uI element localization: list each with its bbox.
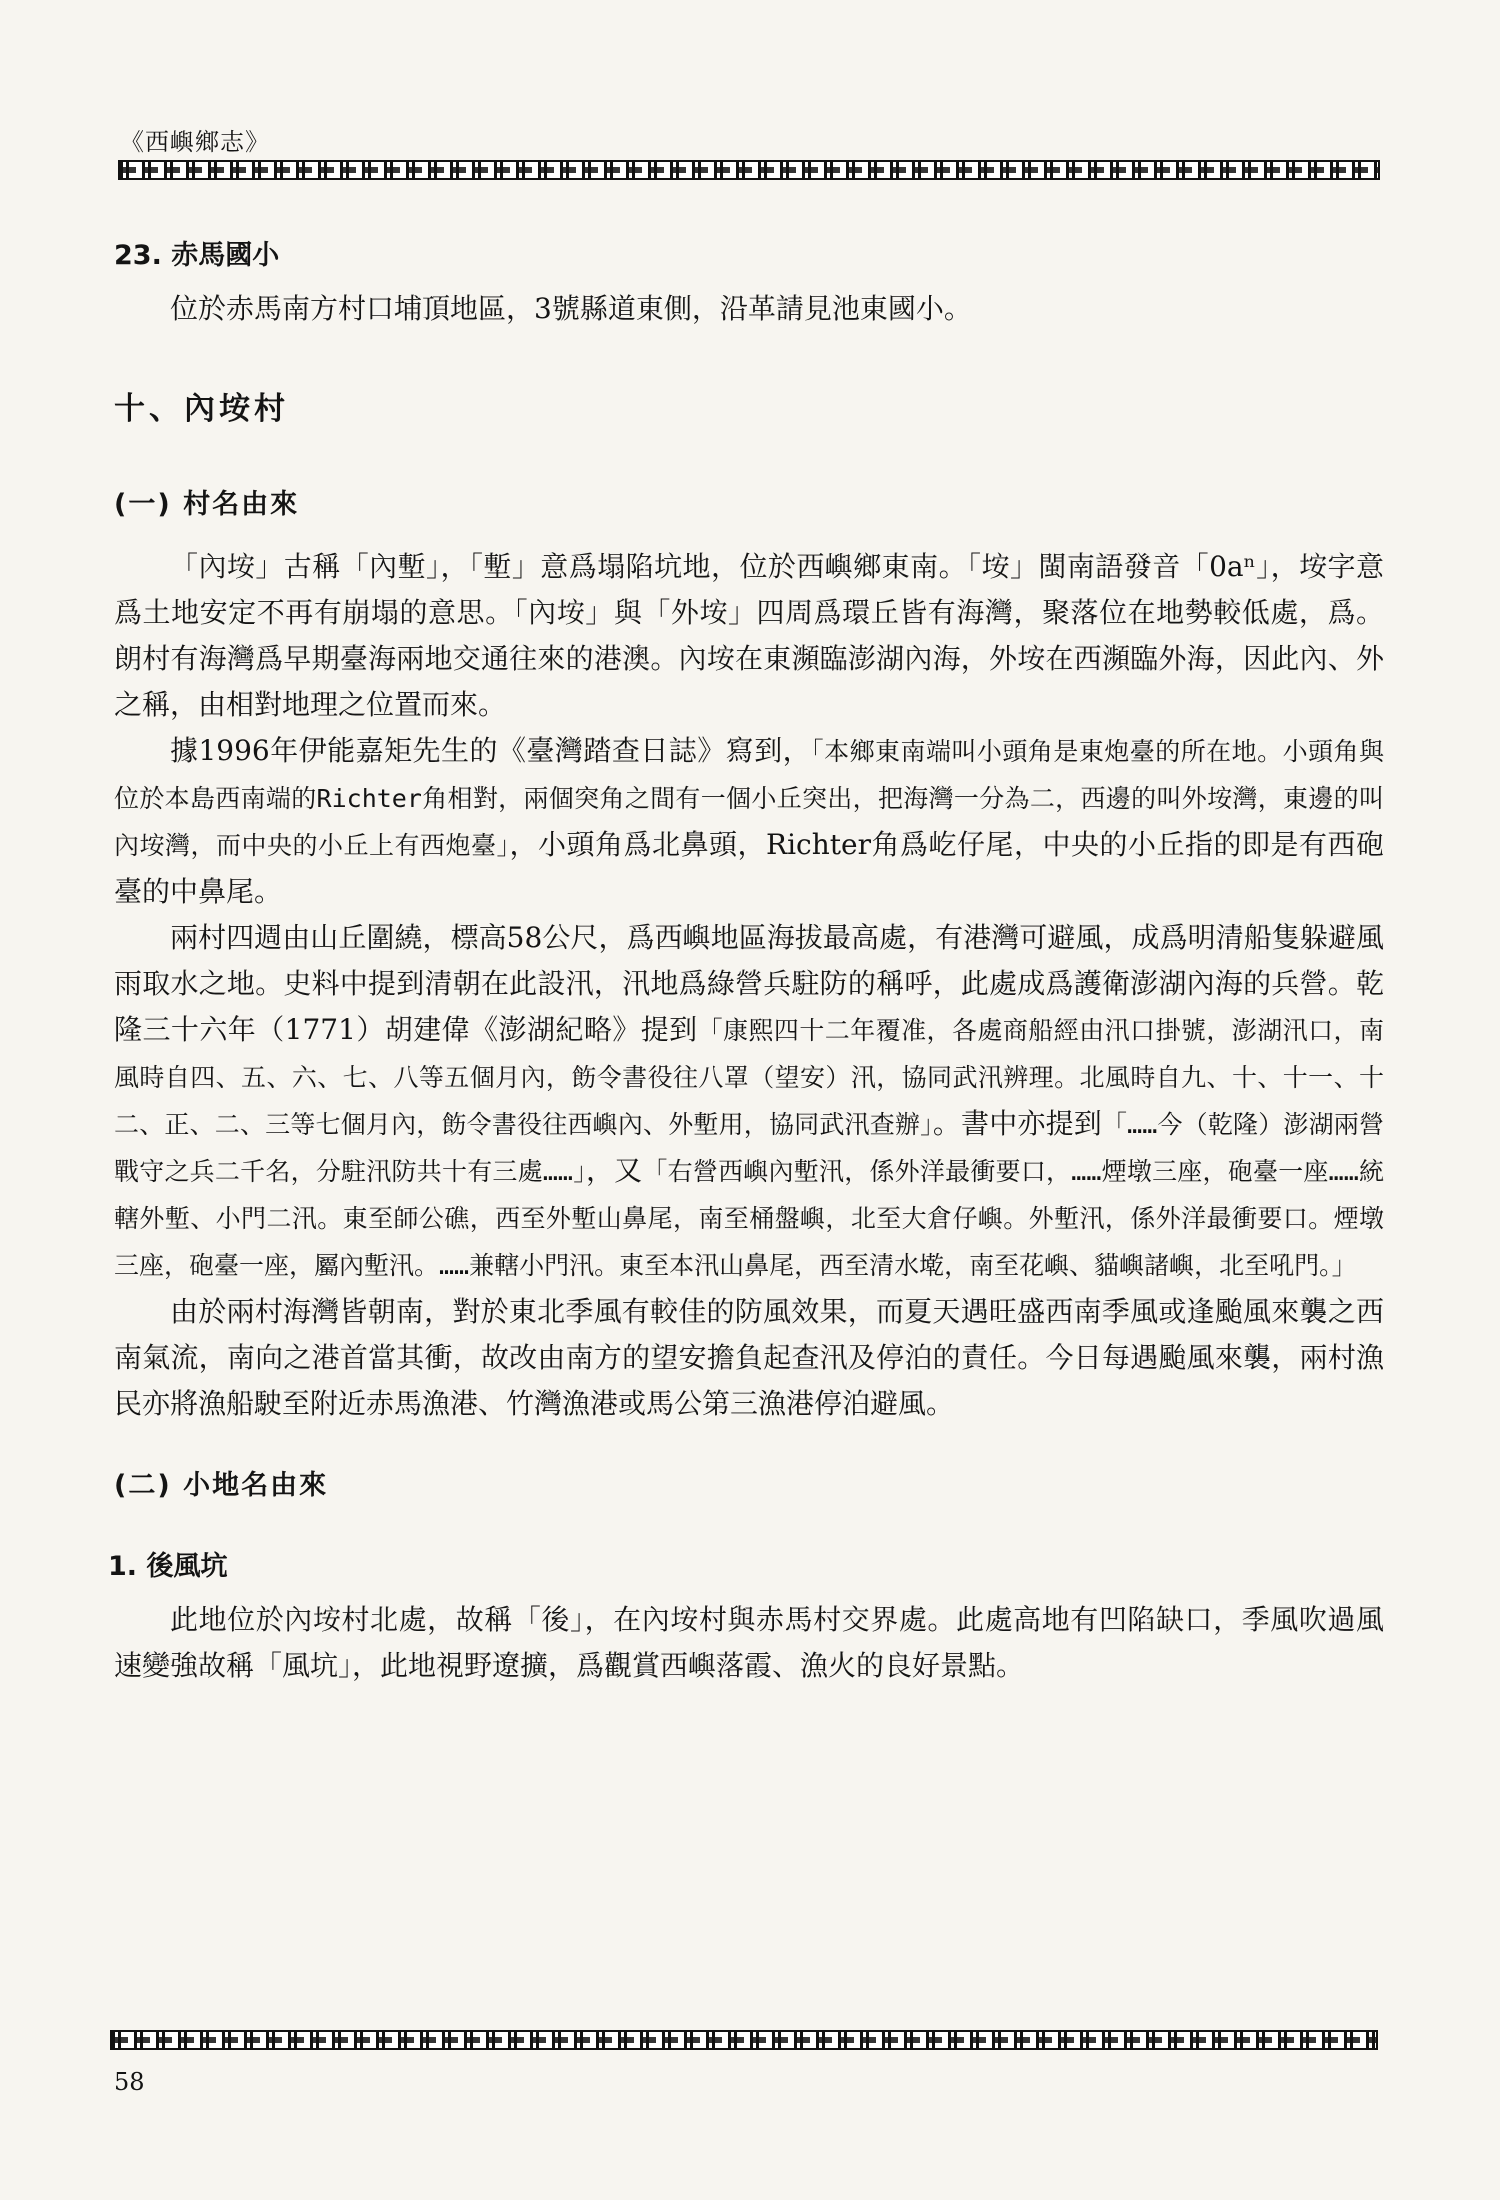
paragraph-3-quote-1: 「康熙四十二年覆准，各處商船經由汛口掛號，澎湖汛口，南風時自四、五、六、七、八等五個月內，飭令書役往八罩（望安）汛，協同武汛辨理。北風時自九、十、十一、十二、正、二、三等七個月內，飭令書役往西嶼內、外塹用，協同武汛查辦」	[114, 1016, 1384, 1139]
page-number: 58	[114, 2068, 145, 2096]
page-body	[108, 236, 1384, 1689]
paragraph-3-mid: 。書中亦提到	[932, 1107, 1102, 1140]
paragraph-3	[114, 915, 1384, 1289]
section-heading-small-names: (二) 小地名由來	[114, 1470, 329, 1501]
village-heading: 十、內垵村	[114, 391, 289, 427]
paragraph-2-tail: ，小頭角爲北鼻頭，Richter角爲屹仔尾，中央的小丘指的即是有西砲臺的中鼻尾。	[114, 828, 1384, 908]
paragraph-3-quote-2: 「……今（乾隆）澎湖兩營戰守之兵二千名，分駐汛防共十有三處……」	[114, 1110, 1384, 1186]
bottom-border-ornament	[110, 2030, 1378, 2050]
paragraph-2-lead: 據1996年伊能嘉矩先生的《臺灣踏查日誌》寫到，	[170, 734, 812, 767]
item-heading-1: 1. 後風坑	[108, 1551, 228, 1582]
item-1-text: 此地位於內垵村北處，故稱「後」，在內垵村與赤馬村交界處。此處高地有凹陷缺口，季風吹過風速變強故稱「風坑」，此地視野遼擴，爲觀賞西嶼落霞、漁火的良好景點。	[114, 1603, 1384, 1682]
item-23-text: 位於赤馬南方村口埔頂地區，3號縣道東側，沿革請見池東國小。	[170, 292, 972, 325]
paragraph-3-mid-2: ，又	[585, 1154, 643, 1187]
paragraph-1: 「內垵」古稱「內塹」，「塹」意爲塌陷坑地，位於西嶼鄉東南。「垵」閩南語發音「0aⁿ」，垵字意爲土地安定不再有崩塌的意思。「內垵」與「外垵」四周爲環丘皆有海灣，聚落位在地勢較低處，爲。朗村有海灣爲早期臺海兩地交通往來的港澳。內垵在東瀕臨澎湖內海，外垵在西瀕臨外海，因此內、外之稱，由相對地理之位置而來。	[114, 550, 1384, 721]
section-heading-name-origin: (一) 村名由來	[114, 489, 300, 520]
top-border-ornament	[118, 160, 1380, 180]
paragraph-2	[114, 728, 1384, 915]
item-heading-23: 23. 赤馬國小	[114, 240, 280, 271]
paragraph-3-quote-3: 「右營西嶼內塹汛，係外洋最衝要口，……煙墩三座，砲臺一座……統轄外塹、小門二汛。東至師公礁，西至外塹山鼻尾，南至桶盤嶼，北至大倉仔嶼。外塹汛，係外洋最衝要口。煙墩三座，砲臺一座，屬內塹汛。……兼轄小門汛。東至本汛山鼻尾，西至清水墘，南至花嶼、貓嶼諸嶼，北至吼門。」	[114, 1157, 1384, 1280]
running-header: 《西嶼鄉志》	[120, 128, 270, 156]
paragraph-3-lead: 兩村四週由山丘圍繞，標高58公尺，爲西嶼地區海拔最高處，有港灣可避風，成爲明清船隻躲避風雨取水之地。史料中提到清朝在此設汛，汛地爲綠營兵駐防的稱呼，此處成爲護衛澎湖內海的兵營。乾隆三十六年（1771）胡建偉《澎湖紀略》提到	[114, 921, 1384, 1046]
paragraph-2-quote: 「本鄉東南端叫小頭角是東炮臺的所在地。小頭角與位於本島西南端的Richter角相對，兩個突角之間有一個小丘突出，把海灣一分為二，西邊的叫外垵灣，東邊的叫內垵灣，而中央的小丘上有西炮臺」	[114, 737, 1384, 860]
paragraph-4: 由於兩村海灣皆朝南，對於東北季風有較佳的防風效果，而夏天遇旺盛西南季風或逢颱風來襲之西南氣流，南向之港首當其衝，故改由南方的望安擔負起查汛及停泊的責任。今日每遇颱風來襲，兩村漁民亦將漁船駛至附近赤馬漁港、竹灣漁港或馬公第三漁港停泊避風。	[114, 1295, 1384, 1420]
